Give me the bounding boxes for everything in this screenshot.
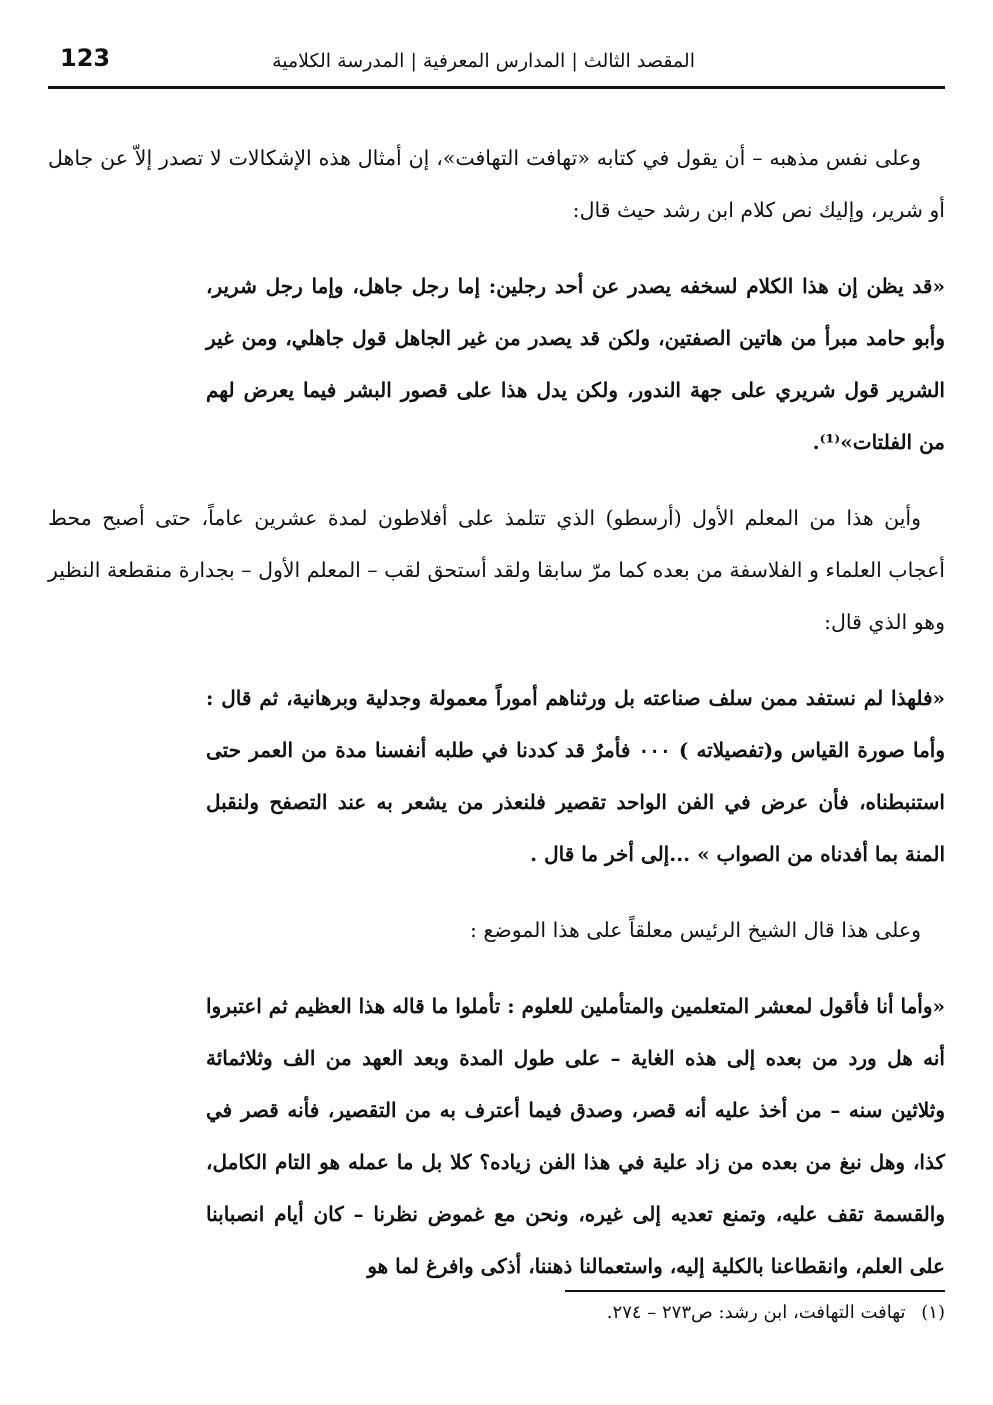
- footnote-text: تهافت التهافت، ابن رشد: ص٢٧٣ – ٢٧٤.: [606, 1302, 906, 1323]
- body-paragraph: وأين هذا من المعلم الأول (أرسطو) الذي تتلمذ على أفلاطون لمدة عشرين عاماً، حتى أصبح محط أعجاب العلماء و الفلاسفة من بعده كما مرّ سابقا ولقد أستحق لقب – المعلم الأول – بجدارة منقطعة النظير وهو الذي قال:: [48, 506, 945, 634]
- page-body: [48, 132, 945, 1316]
- running-head: المقصد الثالث | المدارس المعرفية | المدرسة الكلامية: [272, 50, 695, 72]
- footnote-divider: [565, 1290, 945, 1292]
- block-quote: «وأما أنا فأقول لمعشر المتعلمين والمتأملين للعلوم : تأملوا ما قاله هذا العظيم ثم اعتبروا أنه هل ورد من بعده إلى هذه الغاية – على طول المدة وبعد العهد من الف وثلاثمائة وثلاثين سنه – من أخذ عليه أنه قصر، وصدق فيما أعترف به من التقصير، فأنه قصر في كذا، وهل نبغ من بعده من زاد علية في هذا الفن زياده؟ كلا بل ما عمله هو التام الكامل، والقسمة تقف عليه، وتمنع تعديه إلى غيره، ونحن مع غموض نظرنا – كان أيام انصبابنا على العلم، وانقطاعنا بالكلية إليه، واستعمالنا ذهننا، أذكى وافرغ لما هو: [206, 994, 945, 1278]
- block-quote: «قد يظن إن هذا الكلام لسخفه يصدر عن أحد رجلين: إما رجل جاهل، وإما رجل شرير، وأبو حامد مبرأ من هاتين الصفتين، ولكن قد يصدر من غير الجاهل قول جاهلي، ومن غير الشرير قول شريري على جهة الندور، ولكن يدل هذا على قصور البشر فيما يعرض لهم من الفلتات»⁽¹⁾.: [206, 274, 945, 454]
- page-header: [48, 40, 945, 89]
- footnote-marker: (١): [921, 1302, 945, 1323]
- body-paragraph: وعلى هذا قال الشيخ الرئيس معلقاً على هذا الموضع :: [469, 918, 921, 942]
- body-paragraph: وعلى نفس مذهبه – أن يقول في كتابه «تهافت التهافت»، إن أمثال هذه الإشكالات لا تصدر إلاّ عن جاهل أو شرير، وإليك نص كلام ابن رشد حيث قال:: [48, 146, 945, 222]
- block-quote: «فلهذا لم نستفد ممن سلف صناعته بل ورثناهم أموراً معمولة وجدلية وبرهانية، ثم قال : وأما صورة القياس و(تفصيلاته ) ٠٠٠ فأمرٌ قد كددنا في طلبه أنفسنا مدة من العمر حتى استنبطناه، فأن عرض في الفن الواحد تقصير فلنعذر من يشعر به عند التصفح ولنقبل المنة بما أفدناه من الصواب » ...إلى أخر ما قال .: [206, 686, 945, 866]
- footnote: [607, 1302, 945, 1323]
- page-number: 123: [60, 44, 111, 72]
